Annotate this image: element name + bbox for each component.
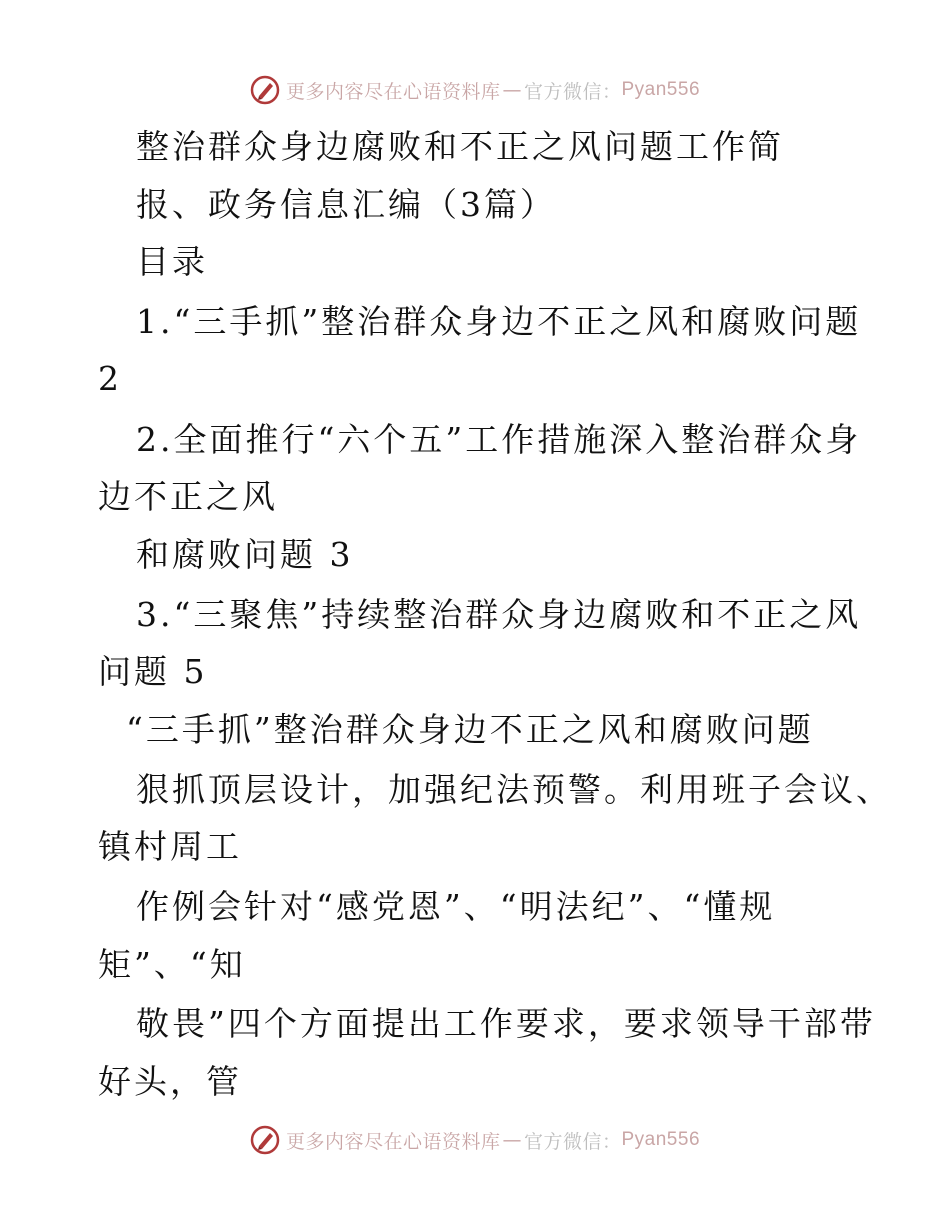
watermark-official-label: 官方微信： xyxy=(523,1130,622,1153)
section-heading: “三手抓”整治群众身边不正之风和腐败问题 xyxy=(126,710,814,749)
doc-title-line-2: 报、政务信息汇编（3篇） xyxy=(136,185,556,224)
toc-item-2: 2.全面推行“六个五”工作措施深入整治群众身 xyxy=(136,420,862,459)
paragraph-line-3: 作例会针对“感党恩”、“明法纪”、“懂规 xyxy=(136,887,776,926)
toc-item-3-page: 问题 5 xyxy=(98,652,208,691)
watermark-separator: — xyxy=(502,79,522,101)
pen-logo-icon xyxy=(250,75,280,105)
doc-title-line-1: 整治群众身边腐败和不正之风问题工作简 xyxy=(136,127,784,166)
watermark-wechat-id: Pyan556 xyxy=(621,79,701,100)
toc-item-3: 3.“三聚焦”持续整治群众身边腐败和不正之风 xyxy=(136,595,862,634)
toc-item-2-page: 和腐败问题 3 xyxy=(136,535,354,574)
paragraph-line-6: 好头，管 xyxy=(98,1062,242,1101)
toc-heading: 目录 xyxy=(136,242,208,281)
paragraph-line-1: 狠抓顶层设计，加强纪法预警。利用班子会议、 xyxy=(136,770,892,809)
paragraph-line-4: 矩”、“知 xyxy=(98,945,246,984)
watermark-official-label: 官方微信： xyxy=(523,80,622,103)
watermark-brand: 更多内容尽在心语资料库 xyxy=(285,1130,501,1153)
watermark-wechat-id: Pyan556 xyxy=(621,1129,701,1150)
toc-item-1: 1.“三手抓”整治群众身边不正之风和腐败问题 xyxy=(136,302,862,341)
paragraph-line-2: 镇村周工 xyxy=(98,827,242,866)
toc-item-2-cont: 边不正之风 xyxy=(98,477,278,516)
paragraph-line-5: 敬畏”四个方面提出工作要求，要求领导干部带 xyxy=(136,1004,876,1043)
watermark-separator: — xyxy=(502,1129,522,1151)
watermark-brand: 更多内容尽在心语资料库 xyxy=(285,80,501,103)
toc-item-1-page: 2 xyxy=(98,359,122,398)
pen-logo-icon xyxy=(250,1125,280,1155)
watermark-header xyxy=(0,70,950,110)
watermark-footer xyxy=(0,1120,950,1160)
